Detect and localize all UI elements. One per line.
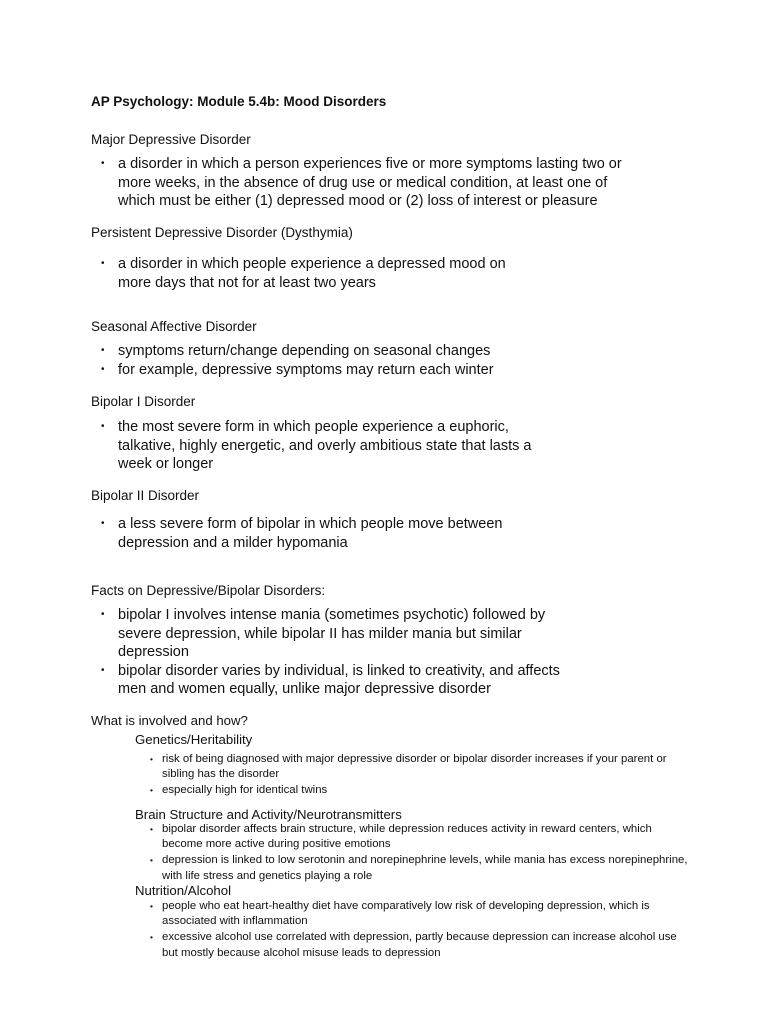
bullet-item: • excessive alcohol use correlated with depression, partly because depression can increase alcohol use but mostly because alcohol misuse leads to depression [150, 930, 690, 960]
subsection-heading: Genetics/Heritability [135, 732, 253, 747]
section-heading: Bipolar I Disorder [91, 394, 196, 409]
bullet-item: • bipolar disorder affects brain structure, while depression reduces activity in reward centers, which become more active during positive emotions [150, 822, 690, 852]
bullet-list [150, 822, 690, 885]
bullet-list [101, 515, 531, 552]
bullet-item: • the most severe form in which people experience a euphoric, talkative, highly energetic, and overly ambitious state that lasts a week or longer [101, 418, 561, 474]
bullet-item: • people who eat heart-healthy diet have comparatively low risk of developing depression, which is associated with inflammation [150, 899, 690, 929]
bullet-list [101, 606, 591, 699]
page-title: AP Psychology: Module 5.4b: Mood Disorders [91, 94, 387, 109]
section-heading: Facts on Depressive/Bipolar Disorders: [91, 583, 326, 598]
bullet-item: • a disorder in which a person experiences five or more symptoms lasting two or more weeks, in the absence of drug use or medical condition, at least one of which must be either (1) depressed mood or (2) loss of interest or pleasure [101, 155, 641, 211]
bullet-item: • symptoms return/change depending on seasonal changes [101, 342, 661, 361]
bullet-item: • depression is linked to low serotonin and norepinephrine levels, while mania has excess norepinephrine, with life stress and genetics playing a role [150, 853, 690, 883]
bullet-list [101, 155, 641, 211]
bullet-item: • a less severe form of bipolar in which people move between depression and a milder hypomania [101, 515, 531, 552]
section-heading: Seasonal Affective Disorder [91, 319, 257, 334]
bullet-list [150, 899, 690, 962]
bullet-item: • especially high for identical twins [150, 783, 690, 798]
section-heading: Bipolar II Disorder [91, 488, 200, 503]
bullet-list [101, 418, 561, 474]
subsection-heading: Brain Structure and Activity/Neurotransmitters [135, 807, 402, 822]
bullet-list [150, 752, 690, 800]
bullet-list [101, 342, 661, 379]
subsection-heading: Nutrition/Alcohol [135, 883, 232, 898]
section-heading: Persistent Depressive Disorder (Dysthymia) [91, 225, 353, 240]
bullet-item: • risk of being diagnosed with major depressive disorder or bipolar disorder increases if your parent or sibling has the disorder [150, 752, 690, 782]
section-heading: Major Depressive Disorder [91, 132, 251, 147]
bullet-item: • bipolar I involves intense mania (sometimes psychotic) followed by severe depression, while bipolar II has milder mania but similar depression [101, 606, 591, 662]
bullet-item: • for example, depressive symptoms may return each winter [101, 361, 661, 380]
bullet-item: • a disorder in which people experience a depressed mood on more days that not for at least two years [101, 255, 531, 292]
bullet-list [101, 255, 531, 292]
bullet-item: • bipolar disorder varies by individual, is linked to creativity, and affects men and women equally, unlike major depressive disorder [101, 662, 591, 699]
section-heading: What is involved and how? [91, 713, 248, 728]
